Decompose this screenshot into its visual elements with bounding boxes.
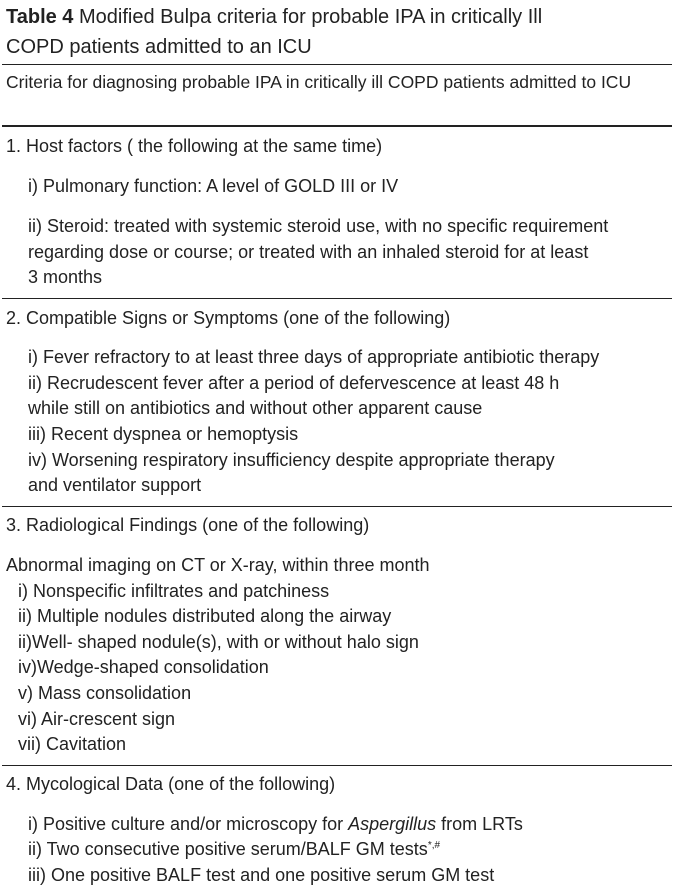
list-item bbox=[28, 811, 523, 837]
section-heading-host-factors: 1. Host factors ( the following at the same time) bbox=[6, 136, 383, 156]
aspergillus-term: Aspergillus bbox=[348, 814, 437, 834]
list-item: ii)Well- shaped nodule(s), with or without halo sign bbox=[18, 632, 419, 652]
list-item: vii) Cavitation bbox=[18, 734, 127, 754]
list-item: ii) Multiple nodules distributed along the airway bbox=[18, 606, 392, 626]
list-item: i) Nonspecific infiltrates and patchiness bbox=[18, 581, 330, 601]
table-column-header: Criteria for diagnosing probable IPA in critically ill COPD patients admitted to ICU bbox=[6, 72, 632, 92]
list-item: iii) Recent dyspnea or hemoptysis bbox=[28, 424, 299, 444]
table-title bbox=[6, 2, 676, 62]
list-item: while still on antibiotics and without other apparent cause bbox=[28, 398, 483, 418]
mycology-item-1-suffix: from LRTs bbox=[436, 814, 523, 834]
list-item: v) Mass consolidation bbox=[18, 683, 192, 703]
top-rule bbox=[2, 64, 672, 65]
section-heading-radiological: 3. Radiological Findings (one of the following) bbox=[6, 515, 370, 535]
radiology-intro: Abnormal imaging on CT or X-ray, within three month bbox=[6, 555, 430, 575]
table-label: Table 4 bbox=[6, 6, 74, 28]
list-item: iv)Wedge-shaped consolidation bbox=[18, 657, 269, 677]
list-item: vi) Air-crescent sign bbox=[18, 709, 176, 729]
list-item: and ventilator support bbox=[28, 475, 202, 495]
table-title-line-2: COPD patients admitted to an ICU bbox=[6, 36, 312, 58]
list-item: ii) Steroid: treated with systemic steroid use, with no specific requirement bbox=[28, 216, 609, 236]
section-divider bbox=[2, 506, 672, 507]
list-item: iv) Worsening respiratory insufficiency despite appropriate therapy bbox=[28, 450, 555, 470]
section-heading-mycological: 4. Mycological Data (one of the following) bbox=[6, 774, 336, 794]
list-item: iii) One positive BALF test and one positive serum GM test bbox=[28, 865, 495, 885]
list-item: regarding dose or course; or treated with an inhaled steroid for at least bbox=[28, 242, 589, 262]
mycology-item-1-prefix: i) Positive culture and/or microscopy for bbox=[28, 814, 349, 834]
section-heading-signs-symptoms: 2. Compatible Signs or Symptoms (one of the following) bbox=[6, 308, 451, 328]
header-rule bbox=[2, 125, 672, 127]
list-item: 3 months bbox=[28, 267, 103, 287]
footnote-marker: *,# bbox=[427, 840, 441, 851]
list-item: ii) Recrudescent fever after a period of defervescence at least 48 h bbox=[28, 373, 560, 393]
table-title-line-1: Modified Bulpa criteria for probable IPA in critically Ill bbox=[79, 6, 543, 28]
section-divider bbox=[2, 298, 672, 299]
list-item: i) Fever refractory to at least three days of appropriate antibiotic therapy bbox=[28, 347, 600, 367]
list-item bbox=[28, 836, 440, 862]
mycology-item-2-text: ii) Two consecutive positive serum/BALF GM tests bbox=[28, 839, 428, 859]
section-divider bbox=[2, 765, 672, 766]
list-item: i) Pulmonary function: A level of GOLD III or IV bbox=[28, 176, 399, 196]
